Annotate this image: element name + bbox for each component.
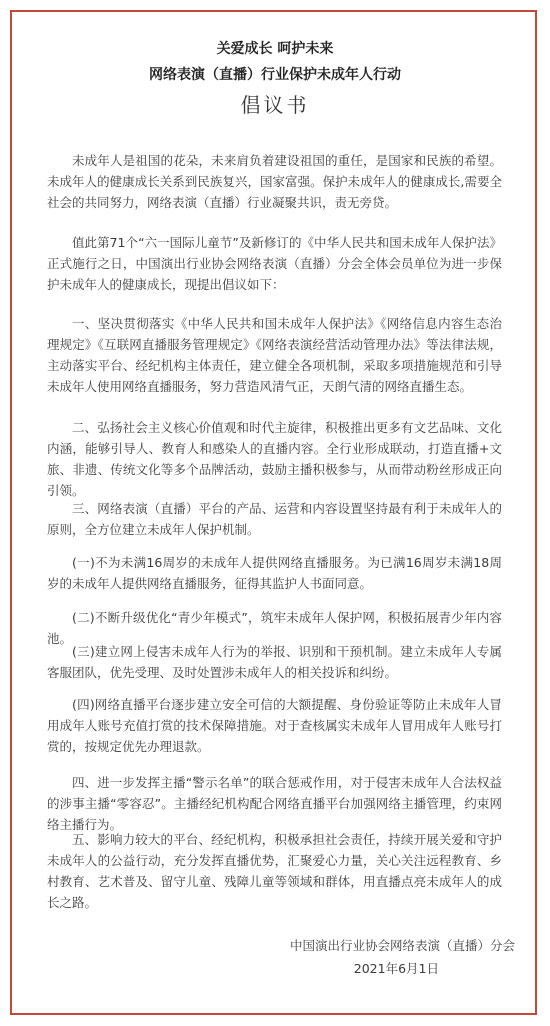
paragraph-item-3: 三、网络表演（直播）平台的产品、运营和内容设置坚持最有利于未成年人的原则，全方位建立未成年人保护机制。 — [47, 501, 502, 537]
paragraph-item-3-1: (一)不为未满16周岁的未成年人提供网络直播服务。为已满16周岁未满18周岁的未成年人提供网络直播服务，征得其监护人书面同意。 — [47, 555, 502, 591]
paragraph-occasion: 值此第71个“六一国际儿童节”及新修订的《中华人民共和国未成年人保护法》正式施行之日，中国演出行业协会网络表演（直播）分会全体会员单位为进一步保护未成年人的健康成长，现提出倡议如下： — [47, 235, 502, 292]
paragraph-item-4: 四、进一步发挥主播“警示名单”的联合惩戒作用，对于侵害未成年人合法权益的涉事主播“零容忍”。主播经纪机构配合网络直播平台加强网络主播管理，约束网络主播行为。 — [47, 775, 502, 832]
paragraph-item-5: 五、影响力较大的平台、经纪机构，积极承担社会责任，持续开展关爱和守护未成年人的公益行动，充分发挥直播优势，汇聚爱心力量，关心关注远程教育、乡村教育、艺术普及、留守儿童、残障儿童等领域和群体，用直播点亮未成年人的成长之路。 — [47, 832, 502, 910]
title-slogan: 关爱成长 呵护未来 — [216, 41, 334, 57]
paragraph-intro: 未成年人是祖国的花朵，未来肩负着建设祖国的重任，是国家和民族的希望。未成年人的健康成长关系到民族复兴，国家富强。保护未成年人的健康成长,需要全社会的共同努力，网络表演（直播）行业凝聚共识，责无旁贷。 — [47, 153, 502, 210]
paragraph-item-2: 二、弘扬社会主义核心价值观和时代主旋律，积极推出更多有文艺品味、文化内涵，能够引导人、教育人和感染人的直播内容。全行业形成联动，打造直播+文旅、非遗、传统文化等多个品牌活动，鼓励主播积极参与，从而带动粉丝形成正向引领。 — [47, 420, 502, 498]
signature-date: 2021年6月1日 — [353, 961, 439, 976]
signature-organization: 中国演出行业协会网络表演（直播）分会 — [289, 938, 515, 953]
paragraph-item-1: 一、坚决贯彻落实《中华人民共和国未成年人保护法》《网络信息内容生态治理规定》《互联网直播服务管理规定》《网络表演经营活动管理办法》等法律法规，主动落实平台、经纪机构主体责任，建立健全各项机制，采取多项措施规范和引导未成年人使用网络直播服务，努力营造风清气正，天朗气清的网络直播生态。 — [47, 316, 502, 394]
paragraph-item-3-2: (二)不断升级优化“青少年模式”，筑牢未成年人保护网，积极拓展青少年内容池。 — [47, 610, 502, 646]
title-subject: 网络表演（直播）行业保护未成年人行动 — [149, 67, 401, 83]
paragraph-item-3-4: (四)网络直播平台逐步建立安全可信的大额提醒、身份验证等防止未成年人冒用成年人账号充值打赏的技术保障措施。对于查核属实未成年人冒用成年人账号打赏的，按规定优先办理退款。 — [47, 697, 502, 754]
title-proposal: 倡议书 — [240, 93, 310, 117]
paragraph-item-3-3: (三)建立网上侵害未成年人行为的举报、识别和干预机制。建立未成年人专属客服团队，优先受理、及时处置涉未成年人的相关投诉和纠纷。 — [47, 644, 502, 680]
